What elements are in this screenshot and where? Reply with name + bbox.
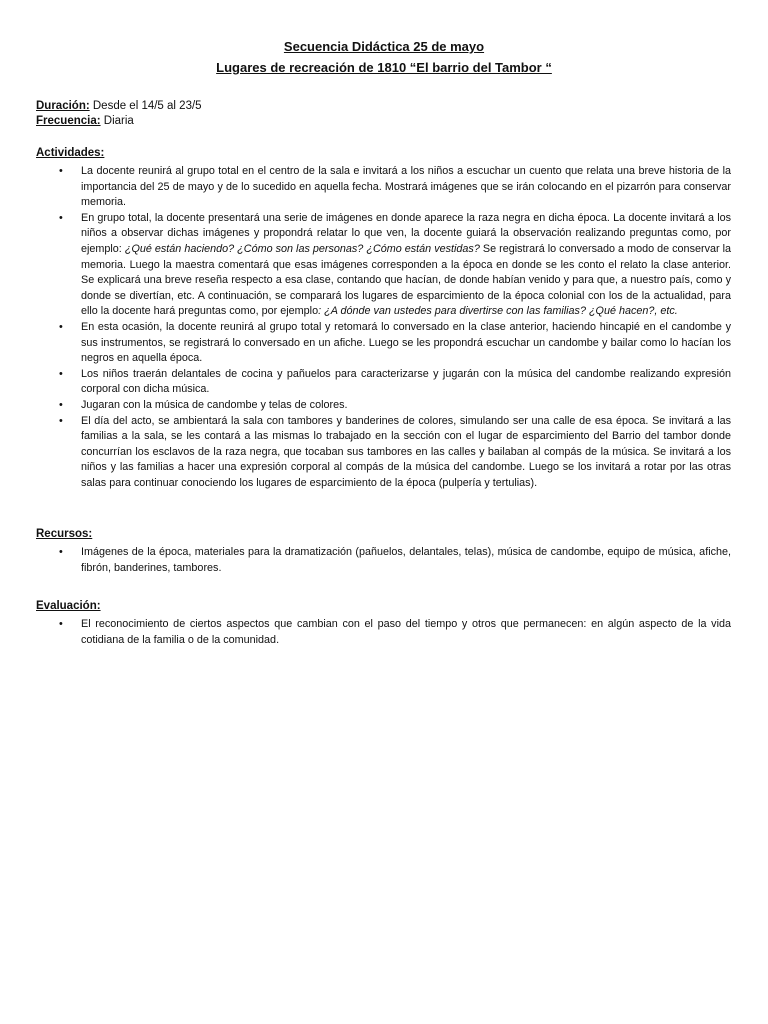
list-item-italic-questions: : ¿A dónde van ustedes para divertirse con las familias? ¿Qué hacen? <box>318 305 655 318</box>
bullet-icon: • <box>59 414 63 427</box>
list-item-italic-questions: ¿Qué están haciendo? ¿Cómo son las personas? ¿Cómo están vestidas? <box>124 242 480 255</box>
list-item <box>0 211 768 320</box>
list-item <box>0 398 768 414</box>
list-item-text: En grupo total, la docente presentará una serie de imágenes en donde aparece la raza negra en dicha época. La docente invitará a los niños a observar dichas imágenes y propondrá relatar lo que ven, la docente guiará la observación realizando preguntas como, por ejemplo: <box>81 211 731 255</box>
list-item-text: , etc. <box>654 305 678 318</box>
bullet-icon: • <box>59 546 63 558</box>
actividades-heading: Actividades: <box>36 147 105 159</box>
document-title: Secuencia Didáctica 25 de mayo <box>283 39 485 54</box>
list-item <box>0 617 768 648</box>
list-item-text: Jugaran con la música de candombe y telas de colores. <box>81 398 348 411</box>
bullet-icon: • <box>59 320 63 333</box>
duracion-value: Desde el 14/5 al 23/5 <box>89 100 202 112</box>
recursos-list <box>0 545 768 576</box>
list-item <box>0 164 768 211</box>
list-item-text: Se registrará lo conversado a modo de conservar la memoria. Luego la maestra comentará que esas imágenes corresponden a la época en donde se les conto el relato la clase anterior. Se explicará una breve reseña respecto a esa clase, contando que hacían, de donde habían venido y para que, a nuestro país, como y donde se divertían, etc. A continuación, se comparará los lugares de esparcimiento de la época colonial con los de la actualidad, para ello la docente hará preguntas como, por ejemplo <box>81 242 731 318</box>
frecuencia-label: Frecuencia: <box>36 115 101 127</box>
frecuencia-value: Diaria <box>100 115 134 127</box>
list-item <box>0 320 768 367</box>
list-item-text: El día del acto, se ambientará la sala con tambores y banderines de colores, simulando ser una calle de esa época. Se invitará a las familias a la sala, se les contará a las mismas lo trabajado en la sección con el lugar de esparcimiento del Barrio del tambor donde concurrían los esclavos de la raza negra, que tocaban sus tambores en las calles y bailaban al compás de la música. Se invitará a los niños y las familias a hacer una expresión corporal al compás de la música del candombe. Luego se los invitará a rotar por las otras salas para continuar conociendo los lugares de esparcimiento de la época (pulpería y tertulias). <box>81 414 731 489</box>
evaluacion-heading: Evaluación: <box>36 600 101 612</box>
list-item-text: Imágenes de la época, materiales para la dramatización (pañuelos, delantales, telas), música de candombe, equipo de música, afiche, fibrón, banderines, tambores. <box>81 546 731 574</box>
list-item <box>0 414 768 492</box>
duracion-line <box>36 99 202 114</box>
bullet-icon: • <box>59 618 63 630</box>
list-item <box>0 367 768 398</box>
document-subtitle: Lugares de recreación de 1810 “El barrio del Tambor “ <box>216 60 552 75</box>
bullet-icon: • <box>59 398 63 411</box>
bullet-icon: • <box>59 211 63 224</box>
list-item-text: Los niños traerán delantales de cocina y pañuelos para caracterizarse y jugarán con la música del candombe realizando expresión corporal con dicha música. <box>81 367 731 396</box>
evaluacion-list <box>0 617 768 648</box>
list-item-text: El reconocimiento de ciertos aspectos que cambian con el paso del tiempo y otros que permanecen: en algún aspecto de la vida cotidiana de la familia o de la comunidad. <box>81 618 731 646</box>
bullet-icon: • <box>59 367 63 380</box>
bullet-icon: • <box>59 165 63 177</box>
actividades-list <box>0 164 768 491</box>
duracion-label: Duración: <box>36 100 90 112</box>
recursos-heading: Recursos: <box>36 528 93 540</box>
list-item-text: La docente reunirá al grupo total en el centro de la sala e invitará a los niños a escuchar un cuento que relata una breve historia de la importancia del 25 de mayo y de lo sucedido en aquella fecha. Mostrará imágenes que se irán colocando en el pizarrón para conservar memoria. <box>81 165 731 209</box>
list-item-text: En esta ocasión, la docente reunirá al grupo total y retomará lo conversado en la clase anterior, haciendo hincapié en el candombe y sus instrumentos, se registrará lo conversado en un afiche. Luego se les propondrá escuchar un candombe y bailar como lo hacían los negros en aquella época. <box>81 320 731 365</box>
list-item <box>0 545 768 576</box>
frecuencia-line <box>36 114 134 129</box>
